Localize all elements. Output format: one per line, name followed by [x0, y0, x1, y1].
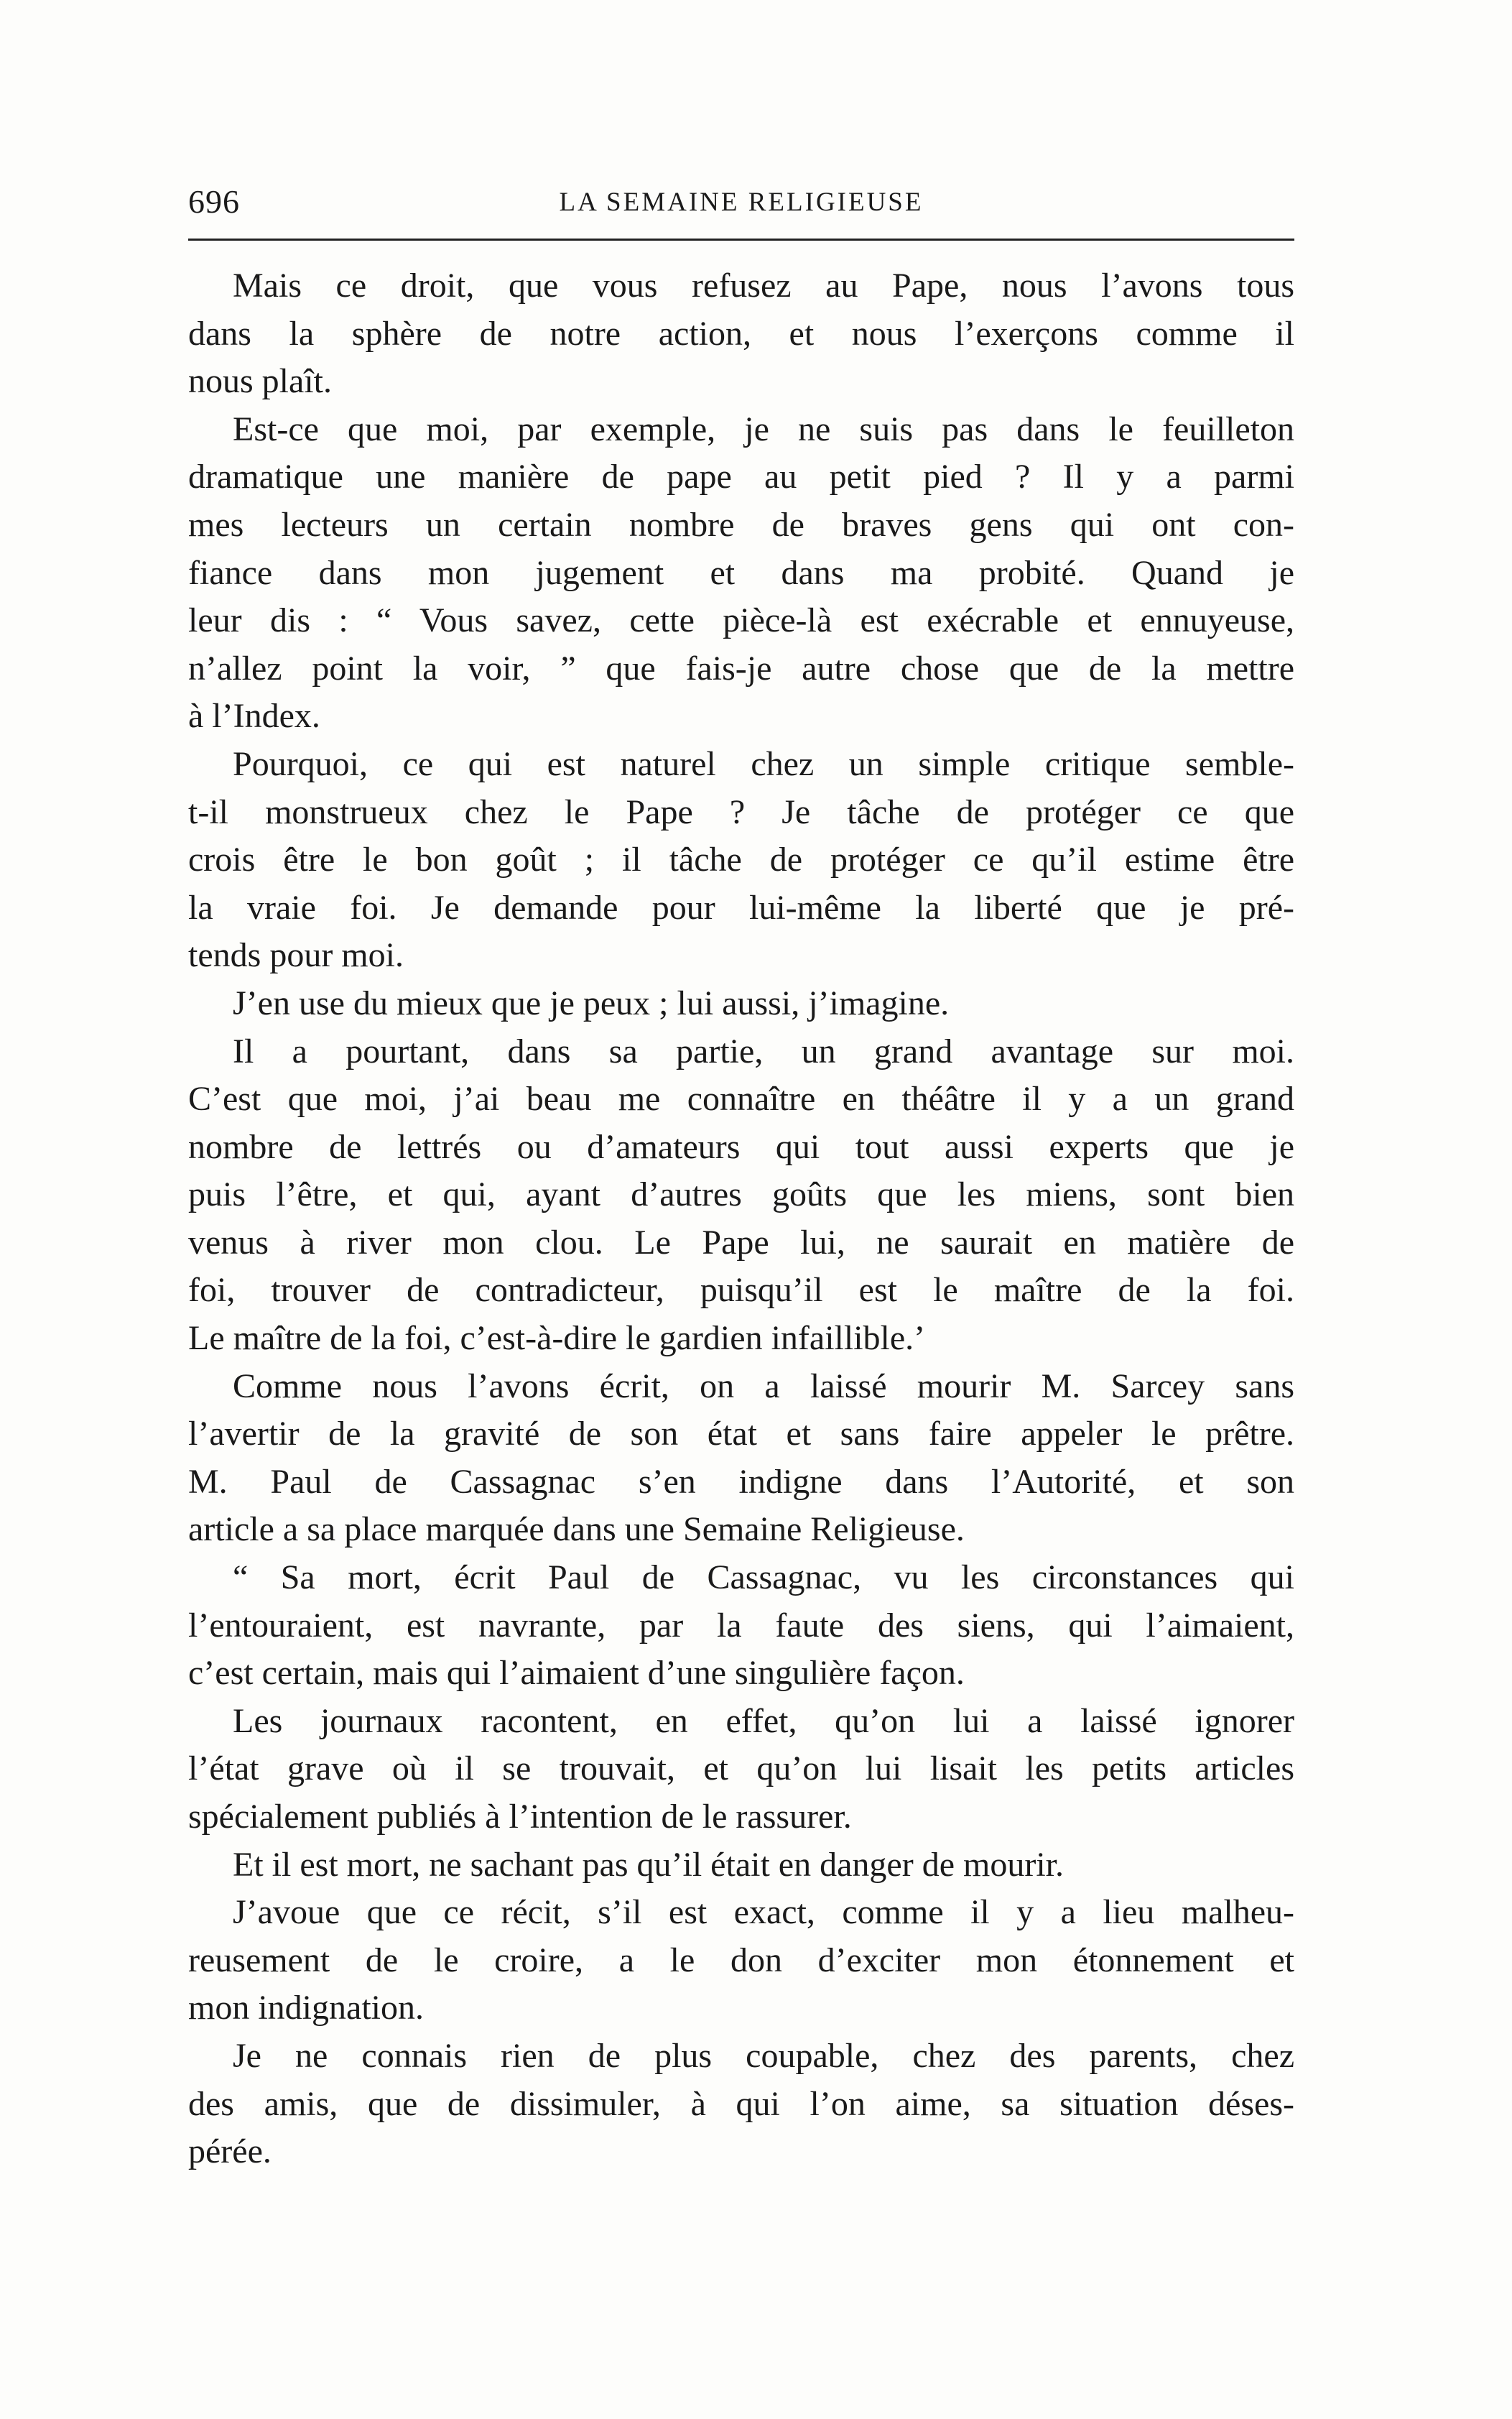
text-line: Et il est mort, ne sachant pas qu’il était en danger de mourir. — [233, 1845, 1064, 1884]
text-line: la vraie foi. Je demande pour lui-même la liberté que je pré- — [188, 888, 1294, 927]
text-line: J’avoue que ce récit, s’il est exact, comme il y a lieu malheu- — [233, 1893, 1294, 1932]
text-line: spécialement publiés à l’intention de le rassurer. — [188, 1798, 852, 1836]
text-line: nous plaît. — [188, 362, 332, 401]
page-header — [188, 180, 1294, 230]
text-line: t-il monstrueux chez le Pape ? Je tâche de protéger ce que — [188, 792, 1294, 831]
text-line: fiance dans mon jugement et dans ma probité. Quand je — [188, 553, 1294, 592]
running-title: LA SEMAINE RELIGIEUSE — [559, 188, 924, 217]
text-line: nombre de lettrés ou d’amateurs qui tout aussi experts que je — [188, 1127, 1294, 1166]
text-line: article a sa place marquée dans une Semaine Religieuse. — [188, 1510, 965, 1549]
text-line: Les journaux racontent, en effet, qu’on lui a laissé ignorer — [233, 1701, 1294, 1740]
text-line: leur dis : “ Vous savez, cette pièce-là est exécrable et ennuyeuse, — [188, 601, 1294, 640]
text-line: dans la sphère de notre action, et nous l’exerçons comme il — [188, 314, 1294, 353]
text-line: foi, trouver de contradicteur, puisqu’il est le maître de la foi. — [188, 1271, 1294, 1310]
text-line: reusement de le croire, a le don d’exciter mon étonnement et — [188, 1941, 1294, 1979]
text-line: Il a pourtant, dans sa partie, un grand avantage sur moi. — [233, 1032, 1294, 1070]
text-line: Est-ce que moi, par exemple, je ne suis pas dans le feuilleton — [233, 410, 1294, 448]
text-line: M. Paul de Cassagnac s’en indigne dans l’Autorité, et son — [188, 1462, 1294, 1501]
text-line: puis l’être, et qui, ayant d’autres goûts que les miens, sont bien — [188, 1175, 1294, 1214]
header-rule — [188, 239, 1294, 241]
text-line: n’allez point la voir, ” que fais-je autre chose que de la mettre — [188, 649, 1294, 688]
body-text — [188, 262, 1294, 2176]
text-line: tends pour moi. — [188, 936, 404, 975]
text-line: pérée. — [188, 2132, 272, 2171]
text-line: l’avertir de la gravité de son état et sans faire appeler le prêtre. — [188, 1415, 1294, 1453]
text-line: C’est que moi, j’ai beau me connaître en théâtre il y a un grand — [188, 1080, 1294, 1119]
text-line: c’est certain, mais qui l’aimaient d’une singulière façon. — [188, 1654, 965, 1693]
page-number: 696 — [188, 183, 240, 220]
text-line: Mais ce droit, que vous refusez au Pape, nous l’avons tous — [233, 267, 1294, 305]
text-line: dramatique une manière de pape au petit pied ? Il y a parmi — [188, 458, 1294, 496]
text-line: J’en use du mieux que je peux ; lui aussi, j’imagine. — [233, 984, 950, 1022]
text-line: Pourquoi, ce qui est naturel chez un simple critique semble- — [233, 744, 1294, 783]
text-line: mes lecteurs un certain nombre de braves gens qui ont con- — [188, 505, 1294, 544]
text-line: mon indignation. — [188, 1989, 424, 2027]
text-line: l’entouraient, est navrante, par la faute des siens, qui l’aimaient, — [188, 1606, 1294, 1645]
text-line: crois être le bon goût ; il tâche de protéger ce qu’il estime être — [188, 841, 1294, 879]
text-line: Le maître de la foi, c’est-à-dire le gardien infaillible.’ — [188, 1319, 926, 1358]
text-line: Je ne connais rien de plus coupable, chez des parents, chez — [233, 2036, 1294, 2075]
text-line: des amis, que de dissimuler, à qui l’on aime, sa situation déses- — [188, 2084, 1294, 2123]
text-line: venus à river mon clou. Le Pape lui, ne saurait en matière de — [188, 1223, 1294, 1262]
text-line: “ Sa mort, écrit Paul de Cassagnac, vu les circonstances qui — [233, 1558, 1294, 1597]
text-line: l’état grave où il se trouvait, et qu’on lui lisait les petits articles — [188, 1749, 1294, 1788]
text-line: Comme nous l’avons écrit, on a laissé mourir M. Sarcey sans — [233, 1366, 1294, 1405]
text-line: à l’Index. — [188, 697, 320, 736]
